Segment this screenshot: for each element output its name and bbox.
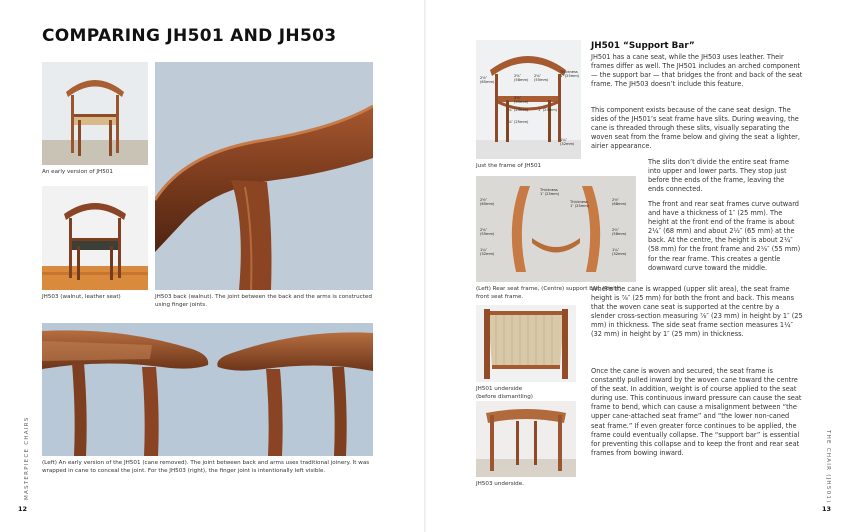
parts-measure-label: 2⅖″ (58mm) <box>612 228 627 236</box>
photo-jh503-back <box>155 62 373 290</box>
frame-measure-label: 2½″ (65mm) <box>480 76 495 84</box>
running-head-right: THE CHAIR (JH501) <box>825 430 831 504</box>
body-paragraph: Where the cane is wrapped (upper slit area), the seat frame height is ⅞″ (25 mm) for both the front and back. This means that the woven cane seat is supported at the centre by a slender cross-section measuring ⅞″ (23 mm) in height by 1″ (25 mm) in thickness. The side seat frame section measures 1¼″ (32 mm) in height by 1″ (25 mm) in thickness. <box>591 285 803 339</box>
body-paragraph: JH501 has a cane seat, while the JH503 uses leather. Their frames differ as well. The JH501 includes an arched component — the support bar — that bridges the front and back of the seat frame. The JH503 doesn’t include this feature. <box>591 53 803 89</box>
frame-measure-label: Thickness 1″ (25mm) <box>560 70 580 78</box>
frame-measure-label: 1¼″ (32mm) <box>560 138 575 146</box>
caption-seat-frame-parts: (Left) Rear seat frame, (Centre) support bar, (Right) front seat frame. <box>476 286 622 300</box>
frame-measure-label: ⅞″ (25mm) <box>508 120 529 124</box>
caption-jh503-underside: JH503 underside. <box>476 481 524 487</box>
parts-measure-label: 2½″ (65mm) <box>480 198 495 206</box>
caption-early-jh501: An early version of JH501 <box>42 169 113 175</box>
caption-jh503-walnut: JH503 (walnut, leather seat) <box>42 294 121 300</box>
frame-measure-label: ⅞″ (23mm) <box>508 108 529 112</box>
photo-joints-comparison <box>42 323 373 456</box>
parts-measure-label: 2½″ (68mm) <box>612 198 627 206</box>
body-paragraph: This component exists because of the cane seat design. The sides of the JH501’s seat frame have slits. During weaving, the cane is threaded through these slits, visually separating the woven seat from the frame below and giving the seat a lighter, airier appearance. <box>591 106 800 151</box>
book-gutter <box>424 0 426 532</box>
frame-measure-label: 1″ (25mm) <box>538 108 558 112</box>
body-paragraph: The slits don’t divide the entire seat frame into upper and lower parts. They stop just before the ends of the frame, leaving the ends connected. <box>648 158 789 194</box>
caption-jh503-back: JH503 back (walnut). The joint between the back and the arms is constructed using finger joints. <box>155 294 372 308</box>
running-head-left: MASTERPIECE CHAIRS <box>24 416 30 500</box>
frame-measure-label: 2⅖″ (58mm) <box>514 74 529 82</box>
page-number-left: 12 <box>18 505 28 513</box>
frame-measure-label: 2⅛″ (55mm) <box>534 74 549 82</box>
parts-measure-label: Thickness 1″ (25mm) <box>570 200 590 208</box>
page-number-right: 13 <box>822 505 832 513</box>
section-heading: JH501 “Support Bar” <box>591 41 695 51</box>
parts-measure-label: 1¼″ (32mm) <box>480 248 495 256</box>
caption-jh501-frame: Just the frame of JH501 <box>476 163 542 169</box>
caption-joints-comparison: (Left) An early version of the JH501 (cane removed). The joint between back and arms uses traditional joinery. It was wrapped in cane to conceal the joint. For the JH503 (right), the finger joint is intentionally left visible. <box>42 460 370 474</box>
caption-jh501-underside: JH501 underside (before dismantling) <box>476 386 533 400</box>
photo-jh503-walnut <box>42 186 148 290</box>
parts-measure-label: 1¼″ (32mm) <box>612 248 627 256</box>
page-title: COMPARING JH501 AND JH503 <box>42 26 337 46</box>
parts-measure-label: Thickness 1″ (25mm) <box>540 188 560 196</box>
photo-early-jh501 <box>42 62 148 165</box>
photo-jh501-underside <box>476 305 576 382</box>
parts-measure-label: 2⅛″ (55mm) <box>480 228 495 236</box>
body-paragraph: Once the cane is woven and secured, the seat frame is constantly pulled inward by the woven cane toward the centre of the seat. In addition, weight is of course applied to the seat during use. This continuous inward pressure can cause the seat frame to bend, which can cause a misalignment between “the upper cane-attached seat frame” and “the lower non-caned seat frame.” If even greater force continues to be applied, the frame could eventually collapse. The “support bar” is essential for preventing this collapse and to keep the front and rear seat frames from bowing inward. <box>591 367 802 457</box>
body-paragraph: The front and rear seat frames curve outward and have a thickness of 1″ (25 mm). The height at the front end of the frame is about 2¼″ (68 mm) and about 2½″ (65 mm) at the back. At the centre, the height is about 2¼″ (58 mm) for the front frame and 2⅛″ (55 mm) for the rear frame. This creates a gentle downward curve toward the middle. <box>648 200 801 272</box>
photo-jh503-underside <box>476 401 576 477</box>
frame-measure-label: 2⅖″ (55mm) <box>514 96 529 104</box>
